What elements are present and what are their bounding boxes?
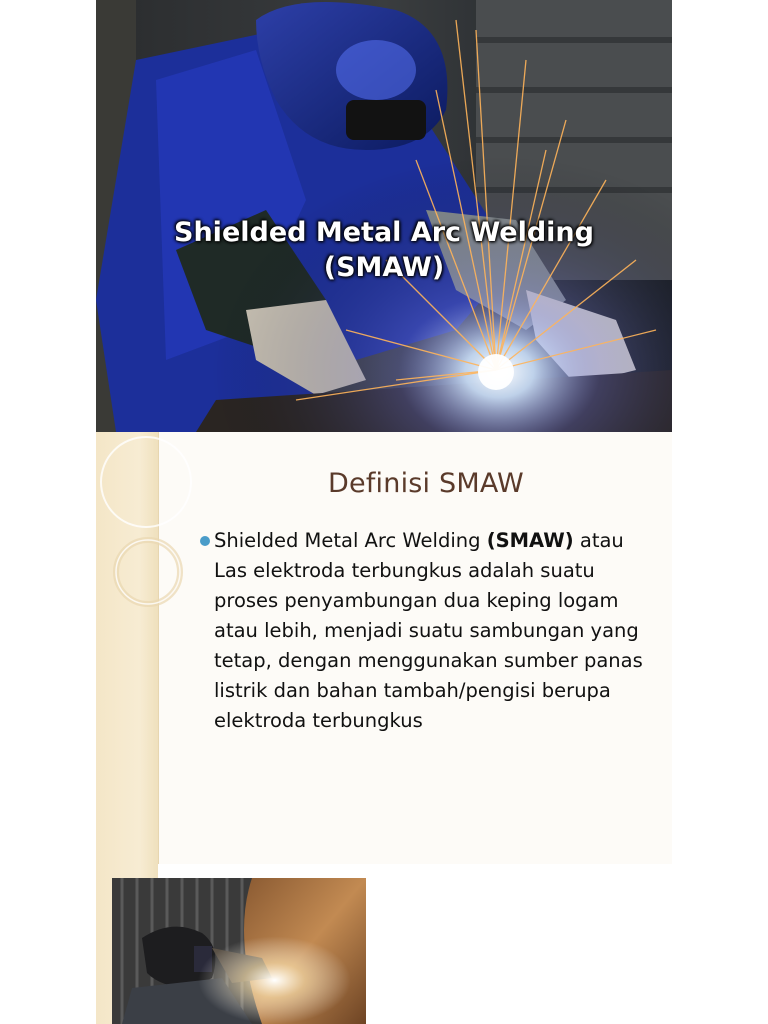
definition-acronym: (SMAW) — [486, 529, 574, 552]
slide-heading: Definisi SMAW — [328, 468, 524, 499]
bullet-icon — [200, 536, 210, 546]
photo-slide — [96, 864, 672, 1024]
title-line-1: Shielded Metal Arc Welding — [174, 217, 594, 248]
definition-text — [214, 526, 644, 736]
slide-title — [96, 215, 672, 285]
decorative-rings-icon — [96, 432, 216, 632]
definition-slide — [96, 432, 672, 864]
title-slide — [96, 0, 672, 432]
definition-lead: Shielded Metal Arc Welding — [214, 529, 487, 552]
welder-pipe-photo — [112, 878, 366, 1024]
title-line-2: (SMAW) — [323, 252, 445, 283]
definition-rest: atau Las elektroda terbungkus adalah suatu proses penyambungan dua keping logam atau lebih, menjadi suatu sambungan yang tetap, dengan menggunakan sumber panas listrik dan bahan tambah/pengisi berupa elektroda terbungkus — [214, 529, 643, 732]
